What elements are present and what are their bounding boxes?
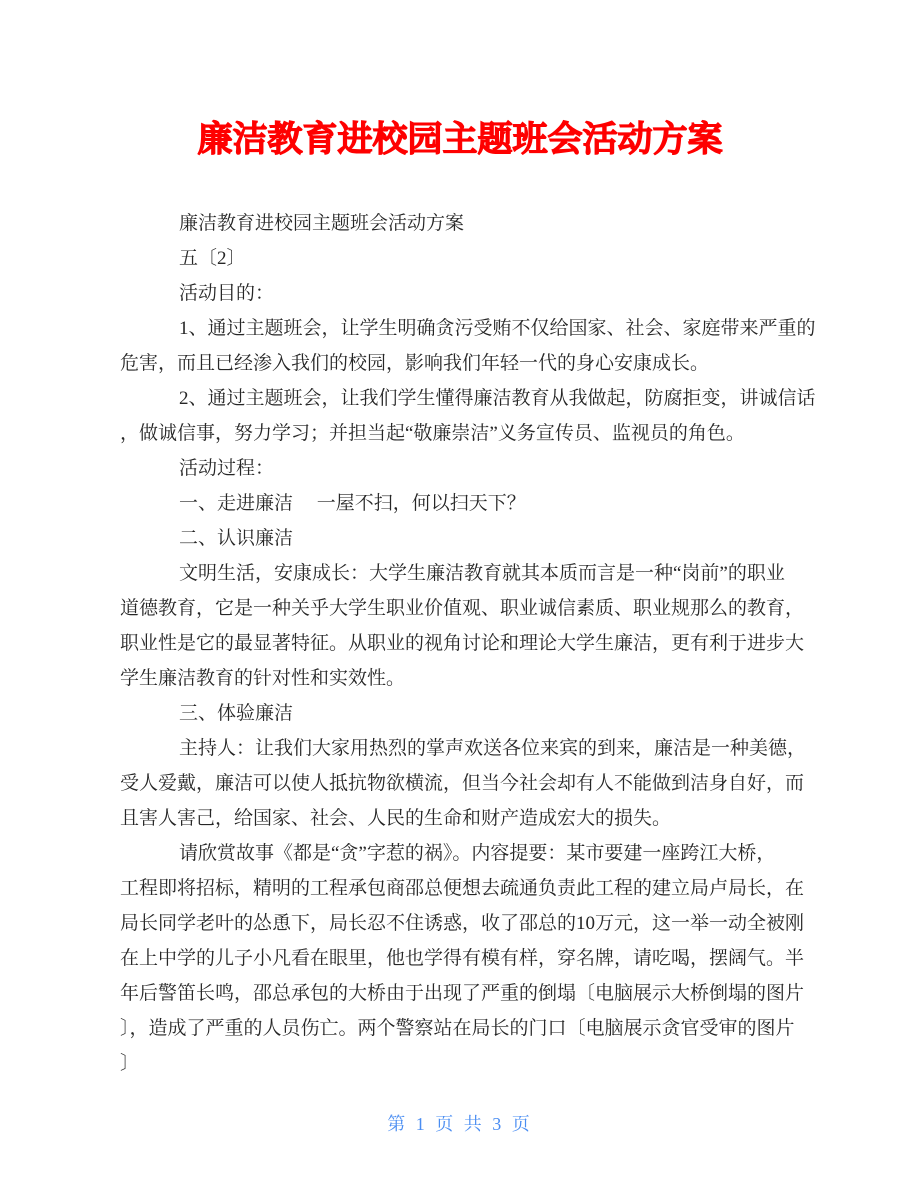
- document-body: [120, 206, 816, 1081]
- text-line: 在上中学的儿子小凡看在眼里，他也学得有模有样，穿名牌，请吃喝，摆阔气。半: [120, 948, 805, 969]
- text-line: 受人爱戴，廉洁可以使人抵抗物欲横流，但当今社会却有人不能做到洁身自好，而: [120, 773, 805, 794]
- text-line: 活动目的：: [179, 283, 275, 304]
- text-line: 活动过程：: [179, 458, 275, 479]
- text-line: 工程即将招标，精明的工程承包商邵总便想去疏通负责此工程的建立局卢局长，在: [120, 878, 805, 899]
- text-line: 主持人：让我们大家用热烈的掌声欢送各位来宾的到来，廉洁是一种美德，: [179, 738, 807, 759]
- text-line: 2、通过主题班会，让我们学生懂得廉洁教育从我做起，防腐拒变，讲诚信话: [179, 388, 816, 409]
- text-line: 道德教育，它是一种关乎大学生职业价值观、职业诚信素质、职业规那么的教育，: [120, 598, 805, 619]
- page-number-footer: 第 1 页 共 3 页: [387, 1114, 533, 1134]
- text-line: 年后警笛长鸣，邵总承包的大桥由于出现了严重的倒塌〔电脑展示大桥倒塌的图片: [120, 983, 805, 1004]
- text-line: 〕，造成了严重的人员伤亡。两个警察站在局长的门口〔电脑展示贪官受审的图片: [120, 1018, 795, 1039]
- text-line: 文明生活，安康成长：大学生廉洁教育就其本质而言是一种“岗前”的职业: [179, 563, 785, 584]
- text-line: 职业性是它的最显著特征。从职业的视角讨论和理论大学生廉洁，更有利于进步大: [120, 633, 805, 654]
- text-line: 学生廉洁教育的针对性和实效性。: [120, 668, 406, 689]
- text-line: 危害，而且已经渗入我们的校园，影响我们年轻一代的身心安康成长。: [120, 353, 710, 374]
- text-line: 1、通过主题班会，让学生明确贪污受贿不仅给国家、社会、家庭带来严重的: [179, 318, 816, 339]
- text-line: 廉洁教育进校园主题班会活动方案: [179, 213, 465, 234]
- document-title: 廉洁教育进校园主题班会活动方案: [197, 120, 723, 159]
- text-line: 请欣赏故事《都是“贪”字惹的祸》。内容提要：某市要建一座跨江大桥，: [179, 843, 776, 864]
- text-line: 五〔2〕: [179, 248, 246, 269]
- text-line: 二、认识廉洁: [179, 528, 294, 549]
- text-line: ，做诚信事，努力学习；并担当起“敬廉崇洁”义务宣传员、监视员的角色。: [120, 423, 745, 444]
- text-line: 一、走进廉洁 一屋不扫，何以扫天下？: [179, 493, 526, 514]
- text-line: 且害人害己，给国家、社会、人民的生命和财产造成宏大的损失。: [120, 808, 672, 829]
- text-line: 三、体验廉洁: [179, 703, 294, 724]
- text-line: 〕: [120, 1053, 140, 1074]
- text-line: 局长同学老叶的怂恿下，局长忍不住诱惑，收了邵总的10万元，这一举一动全被刚: [120, 913, 805, 934]
